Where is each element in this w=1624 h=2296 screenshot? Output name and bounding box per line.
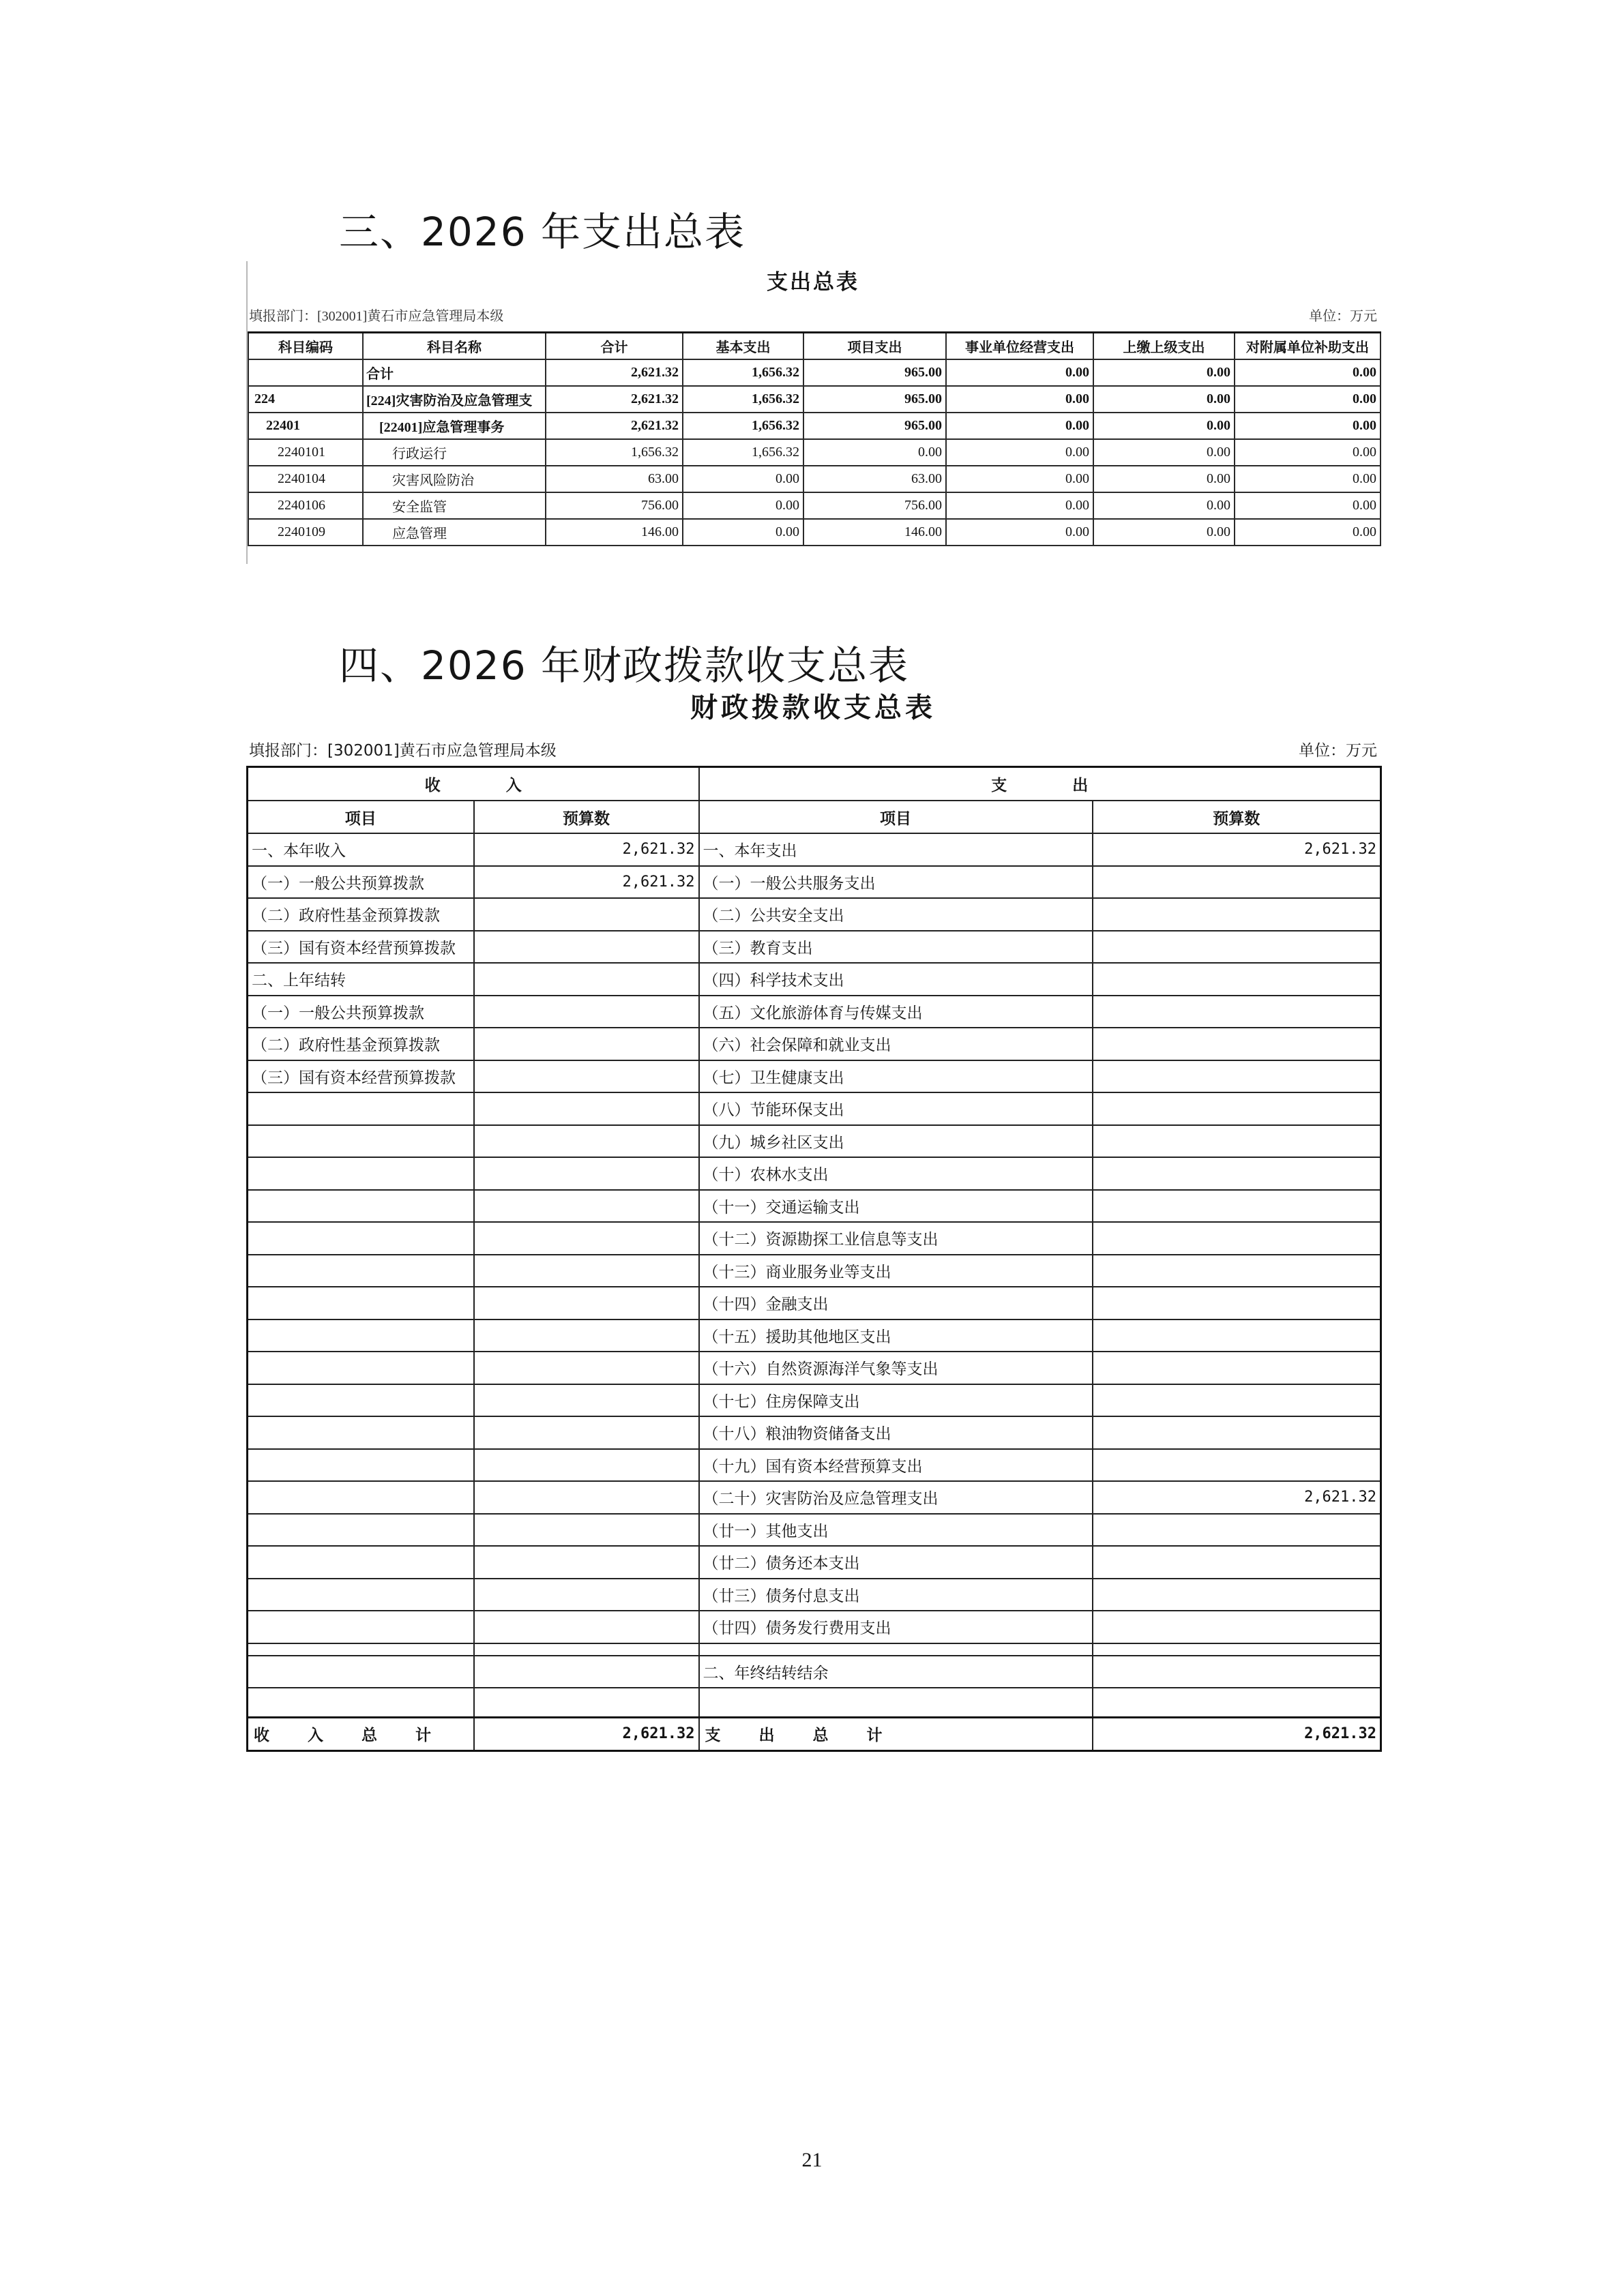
income-item-cell: （一）一般公共预算拨款 — [248, 866, 474, 899]
fiscal-table-meta — [249, 741, 1378, 761]
amount-cell-business: 0.00 — [946, 439, 1093, 466]
column-header-upper-remit: 上缴上级支出 — [1093, 333, 1235, 360]
income-item-cell — [248, 1514, 474, 1547]
amount-cell-upper: 0.00 — [1093, 519, 1235, 546]
fiscal-table-footer — [248, 1643, 1381, 1751]
subject-name-cell: [22401]应急管理事务 — [363, 413, 546, 439]
expense-item-cell: （十四）金融支出 — [699, 1287, 1093, 1320]
income-amount-cell — [474, 1028, 699, 1060]
income-total-label: 收 入 总 计 — [248, 1717, 474, 1750]
amount-cell-upper: 0.00 — [1093, 439, 1235, 466]
income-item-cell — [248, 1352, 474, 1384]
income-amount-header: 预算数 — [474, 801, 699, 833]
amount-cell-total: 146.00 — [546, 519, 683, 546]
amount-cell-upper: 0.00 — [1093, 413, 1235, 439]
income-item-cell — [248, 1481, 474, 1514]
expense-amount-cell — [1093, 1514, 1381, 1547]
income-amount-cell — [474, 1060, 699, 1093]
amount-cell-total: 1,656.32 — [546, 439, 683, 466]
amount-cell-basic: 0.00 — [683, 466, 803, 492]
amount-cell-subsidy: 0.00 — [1235, 466, 1381, 492]
amount-cell-total: 2,621.32 — [546, 386, 683, 413]
table-row — [248, 439, 1381, 466]
expense-table-title: 支出总表 — [767, 270, 859, 294]
unit-label: 单位：万元 — [1299, 742, 1377, 760]
table-subheader-row — [248, 801, 1381, 833]
amount-cell-business: 0.00 — [946, 413, 1093, 439]
amount-cell-total: 2,621.32 — [546, 413, 683, 439]
income-amount-cell — [474, 1320, 699, 1352]
amount-cell-total: 756.00 — [546, 492, 683, 519]
amount-cell-upper: 0.00 — [1093, 492, 1235, 519]
expense-table-body — [248, 359, 1381, 546]
income-amount-cell — [474, 1481, 699, 1514]
expense-item-cell: （十）农林水支出 — [699, 1157, 1093, 1190]
amount-cell-basic: 1,656.32 — [683, 359, 803, 386]
expense-amount-cell — [1093, 1255, 1381, 1287]
income-amount-cell — [474, 1611, 699, 1643]
expense-item-cell: （十五）援助其他地区支出 — [699, 1320, 1093, 1352]
income-amount-cell — [474, 1287, 699, 1320]
expense-amount-cell — [1093, 1320, 1381, 1352]
amount-cell-basic: 1,656.32 — [683, 386, 803, 413]
table-row — [248, 1255, 1381, 1287]
income-amount-cell — [474, 1416, 699, 1449]
expense-item-cell: （廿四）债务发行费用支出 — [699, 1611, 1093, 1643]
expense-item-cell: （廿三）债务付息支出 — [699, 1579, 1093, 1611]
income-amount-cell — [474, 1157, 699, 1190]
income-amount-cell — [474, 931, 699, 964]
income-amount-cell — [474, 963, 699, 996]
expense-item-cell: （三）教育支出 — [699, 931, 1093, 964]
expense-amount-cell — [1093, 1125, 1381, 1158]
income-amount-cell — [474, 1579, 699, 1611]
column-header-total: 合计 — [546, 333, 683, 360]
income-amount-cell: 2,621.32 — [474, 866, 699, 899]
expense-item-cell: （二十）灾害防治及应急管理支出 — [699, 1481, 1093, 1514]
table-row — [248, 1157, 1381, 1190]
expense-amount-cell — [1093, 1190, 1381, 1223]
expense-item-cell: （六）社会保障和就业支出 — [699, 1028, 1093, 1060]
amount-cell-upper: 0.00 — [1093, 466, 1235, 492]
total-row — [248, 1717, 1381, 1750]
table-row — [248, 1352, 1381, 1384]
expense-amount-cell — [1093, 1157, 1381, 1190]
column-header-basic-expense: 基本支出 — [683, 333, 803, 360]
expense-group-header: 支 出 — [699, 767, 1381, 801]
income-item-cell — [248, 1092, 474, 1125]
expense-item-cell: （九）城乡社区支出 — [699, 1125, 1093, 1158]
expense-item-cell: （十一）交通运输支出 — [699, 1190, 1093, 1223]
expense-item-cell: （八）节能环保支出 — [699, 1092, 1093, 1125]
table-row — [248, 1481, 1381, 1514]
expense-amount-cell — [1093, 898, 1381, 931]
income-item-cell: 二、上年结转 — [248, 963, 474, 996]
income-item-cell — [248, 1416, 474, 1449]
fiscal-table-body — [248, 833, 1381, 1643]
table-row — [248, 833, 1381, 866]
expense-summary-table — [248, 331, 1381, 546]
subject-name-cell: [224]灾害防治及应急管理支 — [363, 386, 546, 413]
income-item-cell: （二）政府性基金预算拨款 — [248, 898, 474, 931]
subject-code-cell: 2240106 — [248, 492, 363, 519]
expense-amount-cell — [1093, 1222, 1381, 1255]
table-row — [248, 1028, 1381, 1060]
table-row — [248, 1060, 1381, 1093]
amount-cell-business: 0.00 — [946, 492, 1093, 519]
expense-item-cell: （五）文化旅游体育与传媒支出 — [699, 996, 1093, 1028]
table-row — [248, 413, 1381, 439]
expense-amount-cell — [1093, 1611, 1381, 1643]
income-item-cell — [248, 1449, 474, 1482]
subject-code-cell: 22401 — [248, 413, 363, 439]
table-row — [248, 386, 1381, 413]
expense-total-label: 支 出 总 计 — [699, 1717, 1093, 1750]
expense-amount-cell — [1093, 1384, 1381, 1417]
amount-cell-project: 0.00 — [803, 439, 946, 466]
income-item-cell — [248, 1287, 474, 1320]
column-header-project-expense: 项目支出 — [803, 333, 946, 360]
amount-cell-project: 146.00 — [803, 519, 946, 546]
expense-item-cell: （廿一）其他支出 — [699, 1514, 1093, 1547]
income-amount-cell — [474, 1352, 699, 1384]
income-item-cell — [248, 1320, 474, 1352]
table-row — [248, 492, 1381, 519]
amount-cell-project: 965.00 — [803, 386, 946, 413]
empty-cell — [474, 1643, 699, 1656]
amount-cell-total: 2,621.32 — [546, 359, 683, 386]
expense-item-header: 项目 — [699, 801, 1093, 833]
amount-cell-subsidy: 0.00 — [1235, 413, 1381, 439]
expense-amount-cell: 2,621.32 — [1093, 833, 1381, 866]
expense-item-cell: （十九）国有资本经营预算支出 — [699, 1449, 1093, 1482]
table-row — [248, 1125, 1381, 1158]
table-row — [248, 931, 1381, 964]
expense-amount-cell — [1093, 1449, 1381, 1482]
table-row — [248, 1416, 1381, 1449]
amount-cell-project: 756.00 — [803, 492, 946, 519]
amount-cell-subsidy: 0.00 — [1235, 492, 1381, 519]
expense-item-cell: （七）卫生健康支出 — [699, 1060, 1093, 1093]
income-item-cell — [248, 1579, 474, 1611]
table-header-row — [248, 767, 1381, 801]
reporting-department: 填报部门：[302001]黄石市应急管理局本级 — [249, 742, 557, 760]
income-item-cell — [248, 1611, 474, 1643]
table-row — [248, 963, 1381, 996]
amount-cell-upper: 0.00 — [1093, 359, 1235, 386]
table-row — [248, 1287, 1381, 1320]
expense-amount-cell — [1093, 1092, 1381, 1125]
income-item-cell: （二）政府性基金预算拨款 — [248, 1028, 474, 1060]
empty-cell — [474, 1656, 699, 1688]
expense-item-cell: 一、本年支出 — [699, 833, 1093, 866]
amount-cell-basic: 1,656.32 — [683, 413, 803, 439]
table-row — [248, 1546, 1381, 1579]
amount-cell-project: 965.00 — [803, 359, 946, 386]
expense-item-cell: （四）科学技术支出 — [699, 963, 1093, 996]
empty-cell — [1093, 1643, 1381, 1656]
amount-cell-business: 0.00 — [946, 466, 1093, 492]
income-amount-cell — [474, 996, 699, 1028]
expense-item-cell: （十六）自然资源海洋气象等支出 — [699, 1352, 1093, 1384]
expense-amount-cell: 2,621.32 — [1093, 1481, 1381, 1514]
table-row — [248, 1579, 1381, 1611]
carryover-row — [248, 1656, 1381, 1688]
amount-cell-business: 0.00 — [946, 359, 1093, 386]
expense-item-cell: （十七）住房保障支出 — [699, 1384, 1093, 1417]
table-row — [248, 359, 1381, 386]
expense-amount-cell — [1093, 1028, 1381, 1060]
income-item-cell — [248, 1222, 474, 1255]
empty-cell — [699, 1643, 1093, 1656]
table-row — [248, 466, 1381, 492]
income-amount-cell — [474, 1384, 699, 1417]
column-header-subject-code: 科目编码 — [248, 333, 363, 360]
column-header-subject-name: 科目名称 — [363, 333, 546, 360]
expense-amount-cell — [1093, 963, 1381, 996]
empty-cell — [248, 1656, 474, 1688]
amount-cell-subsidy: 0.00 — [1235, 386, 1381, 413]
table-row — [248, 898, 1381, 931]
income-item-header: 项目 — [248, 801, 474, 833]
section-heading-fiscal-summary: 四、2026 年财政拨款收支总表 — [339, 642, 910, 689]
table-row — [248, 1190, 1381, 1223]
table-row — [248, 1320, 1381, 1352]
subject-code-cell: 2240104 — [248, 466, 363, 492]
section-heading-expense-summary: 三、2026 年支出总表 — [339, 209, 746, 255]
income-amount-cell — [474, 898, 699, 931]
income-amount-cell — [474, 1514, 699, 1547]
amount-cell-basic: 1,656.32 — [683, 439, 803, 466]
blank-row — [248, 1688, 1381, 1718]
income-amount-cell — [474, 1449, 699, 1482]
expense-amount-cell — [1093, 1352, 1381, 1384]
subject-code-cell — [248, 359, 363, 386]
income-item-cell: （一）一般公共预算拨款 — [248, 996, 474, 1028]
table-row — [248, 1092, 1381, 1125]
expense-amount-header: 预算数 — [1093, 801, 1381, 833]
income-item-cell — [248, 1255, 474, 1287]
amount-cell-business: 0.00 — [946, 519, 1093, 546]
reporting-department: 填报部门：[302001]黄石市应急管理局本级 — [249, 309, 504, 324]
subject-name-cell: 行政运行 — [363, 439, 546, 466]
unit-label: 单位：万元 — [1309, 309, 1377, 324]
income-item-cell — [248, 1190, 474, 1223]
subject-code-cell: 2240109 — [248, 519, 363, 546]
subject-name-cell: 灾害风险防治 — [363, 466, 546, 492]
empty-cell — [248, 1688, 474, 1718]
expense-total-amount: 2,621.32 — [1093, 1717, 1381, 1750]
expense-amount-cell — [1093, 996, 1381, 1028]
subject-code-cell: 2240101 — [248, 439, 363, 466]
income-group-header: 收 入 — [248, 767, 699, 801]
column-header-subsidy: 对附属单位补助支出 — [1235, 333, 1381, 360]
expense-item-cell: （十八）粮油物资储备支出 — [699, 1416, 1093, 1449]
subject-name-cell: 安全监管 — [363, 492, 546, 519]
income-item-cell: （三）国有资本经营预算拨款 — [248, 1060, 474, 1093]
carryover-amount-cell — [1093, 1656, 1381, 1688]
expense-amount-cell — [1093, 866, 1381, 899]
amount-cell-project: 63.00 — [803, 466, 946, 492]
table-row — [248, 1611, 1381, 1643]
empty-cell — [1093, 1688, 1381, 1718]
column-header-business-expense: 事业单位经营支出 — [946, 333, 1093, 360]
amount-cell-subsidy: 0.00 — [1235, 519, 1381, 546]
expense-item-cell: （二）公共安全支出 — [699, 898, 1093, 931]
expense-amount-cell — [1093, 1579, 1381, 1611]
income-amount-cell — [474, 1546, 699, 1579]
amount-cell-business: 0.00 — [946, 386, 1093, 413]
carryover-label: 二、年终结转结余 — [699, 1656, 1093, 1688]
expense-item-cell: （十三）商业服务业等支出 — [699, 1255, 1093, 1287]
amount-cell-basic: 0.00 — [683, 492, 803, 519]
income-amount-cell — [474, 1222, 699, 1255]
table-header-row — [248, 333, 1381, 360]
amount-cell-subsidy: 0.00 — [1235, 439, 1381, 466]
table-row — [248, 996, 1381, 1028]
empty-cell — [248, 1643, 474, 1656]
table-row — [248, 519, 1381, 546]
income-item-cell — [248, 1384, 474, 1417]
expense-item-cell: （廿二）债务还本支出 — [699, 1546, 1093, 1579]
expense-table-meta — [249, 307, 1378, 326]
expense-item-cell: （十二）资源勘探工业信息等支出 — [699, 1222, 1093, 1255]
table-row — [248, 1514, 1381, 1547]
income-amount-cell — [474, 1255, 699, 1287]
income-item-cell: 一、本年收入 — [248, 833, 474, 866]
subject-name-cell: 应急管理 — [363, 519, 546, 546]
table-row — [248, 1449, 1381, 1482]
subject-code-cell: 224 — [248, 386, 363, 413]
expense-amount-cell — [1093, 1546, 1381, 1579]
income-amount-cell — [474, 1190, 699, 1223]
expense-amount-cell — [1093, 1287, 1381, 1320]
amount-cell-subsidy: 0.00 — [1235, 359, 1381, 386]
income-item-cell — [248, 1546, 474, 1579]
income-item-cell — [248, 1125, 474, 1158]
amount-cell-project: 965.00 — [803, 413, 946, 439]
empty-cell — [474, 1688, 699, 1718]
income-amount-cell — [474, 1125, 699, 1158]
spacer-row — [248, 1643, 1381, 1656]
income-total-amount: 2,621.32 — [474, 1717, 699, 1750]
table-row — [248, 1384, 1381, 1417]
subject-name-cell: 合计 — [363, 359, 546, 386]
expense-item-cell: （一）一般公共服务支出 — [699, 866, 1093, 899]
expense-amount-cell — [1093, 1060, 1381, 1093]
empty-cell — [699, 1688, 1093, 1718]
fiscal-table-title: 财政拨款收支总表 — [690, 692, 936, 724]
page-number: 21 — [801, 2149, 823, 2171]
income-amount-cell: 2,621.32 — [474, 833, 699, 866]
table-row — [248, 1222, 1381, 1255]
amount-cell-basic: 0.00 — [683, 519, 803, 546]
income-amount-cell — [474, 1092, 699, 1125]
expense-amount-cell — [1093, 1416, 1381, 1449]
income-item-cell: （三）国有资本经营预算拨款 — [248, 931, 474, 964]
fiscal-income-expense-table — [246, 766, 1382, 1752]
amount-cell-upper: 0.00 — [1093, 386, 1235, 413]
table-row — [248, 866, 1381, 899]
amount-cell-total: 63.00 — [546, 466, 683, 492]
expense-amount-cell — [1093, 931, 1381, 964]
income-item-cell — [248, 1157, 474, 1190]
